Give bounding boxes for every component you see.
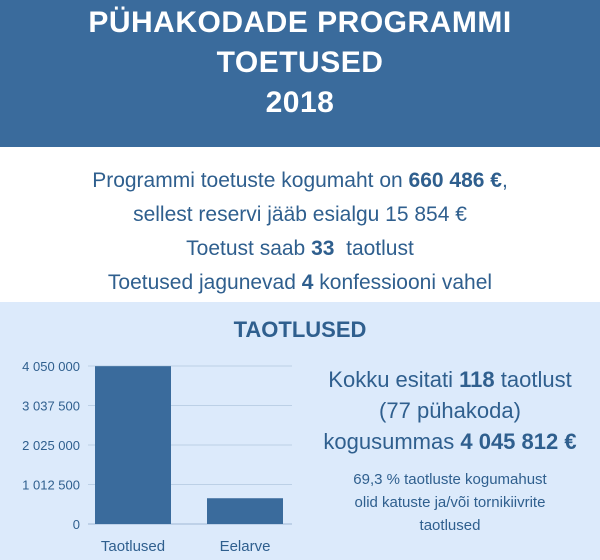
y-tick-label: 2 025 000 (22, 438, 80, 453)
info-total-applications (300, 364, 600, 395)
x-tick-label: Taotlused (100, 538, 166, 555)
summary-confession-label: Toetused jagunevad (107, 271, 302, 294)
summary-total-amount: 660 486 € (408, 169, 502, 192)
bar-eelarve (207, 498, 283, 524)
summary-confession-line (0, 266, 600, 300)
page-title-line2: TOETUSED (216, 46, 384, 79)
summary-confession-value: 4 (301, 271, 314, 294)
summary-total-line (0, 164, 600, 198)
summary-count-label: Toetust saab (186, 237, 312, 260)
page-title-line1: PÜHAKODADE PROGRAMMI (88, 6, 512, 39)
info-total-count: 118 (459, 367, 495, 392)
y-tick-label: 3 037 500 (22, 398, 80, 414)
applications-panel (0, 302, 600, 560)
info-sum-label: kogusummas (323, 429, 461, 454)
summary-count-line (0, 232, 600, 266)
bar-taotlused (95, 366, 171, 524)
y-tick-label: 1 012 500 (22, 477, 80, 493)
applications-bar-chart (0, 302, 300, 560)
summary-reserve-line: sellest reservi jääb esialgu 15 854 € (133, 203, 467, 226)
info-total-suffix: taotlust (494, 367, 572, 392)
info-note-line1: 69,3 % taotluste kogumahust (353, 471, 547, 488)
y-tick-label: 4 050 000 (22, 359, 80, 374)
summary-total-label: Programmi toetuste kogumaht on (92, 169, 409, 192)
info-note (300, 468, 600, 537)
info-total-label: Kokku esitati (328, 367, 460, 392)
info-total-sum (300, 426, 600, 457)
header-banner (0, 0, 600, 147)
info-note-line2: olid katuste ja/või tornikiivrite (354, 494, 546, 511)
section-title: TAOTLUSED (233, 317, 367, 342)
applications-info (300, 364, 600, 537)
info-sum-amount: 4 045 812 € (460, 429, 577, 454)
info-churches: (77 pühakoda) (379, 398, 521, 423)
info-note-line3: taotlused (419, 517, 481, 534)
y-tick-label: 0 (72, 517, 80, 532)
summary-total-suffix: , (501, 169, 508, 192)
summary-confession-suffix: konfessiooni vahel (313, 271, 493, 294)
summary-section (0, 147, 600, 302)
summary-count-suffix: taotlust (334, 237, 414, 260)
x-tick-label: Eelarve (219, 538, 271, 555)
summary-count-value: 33 (311, 237, 335, 260)
page-title-year: 2018 (265, 86, 335, 119)
